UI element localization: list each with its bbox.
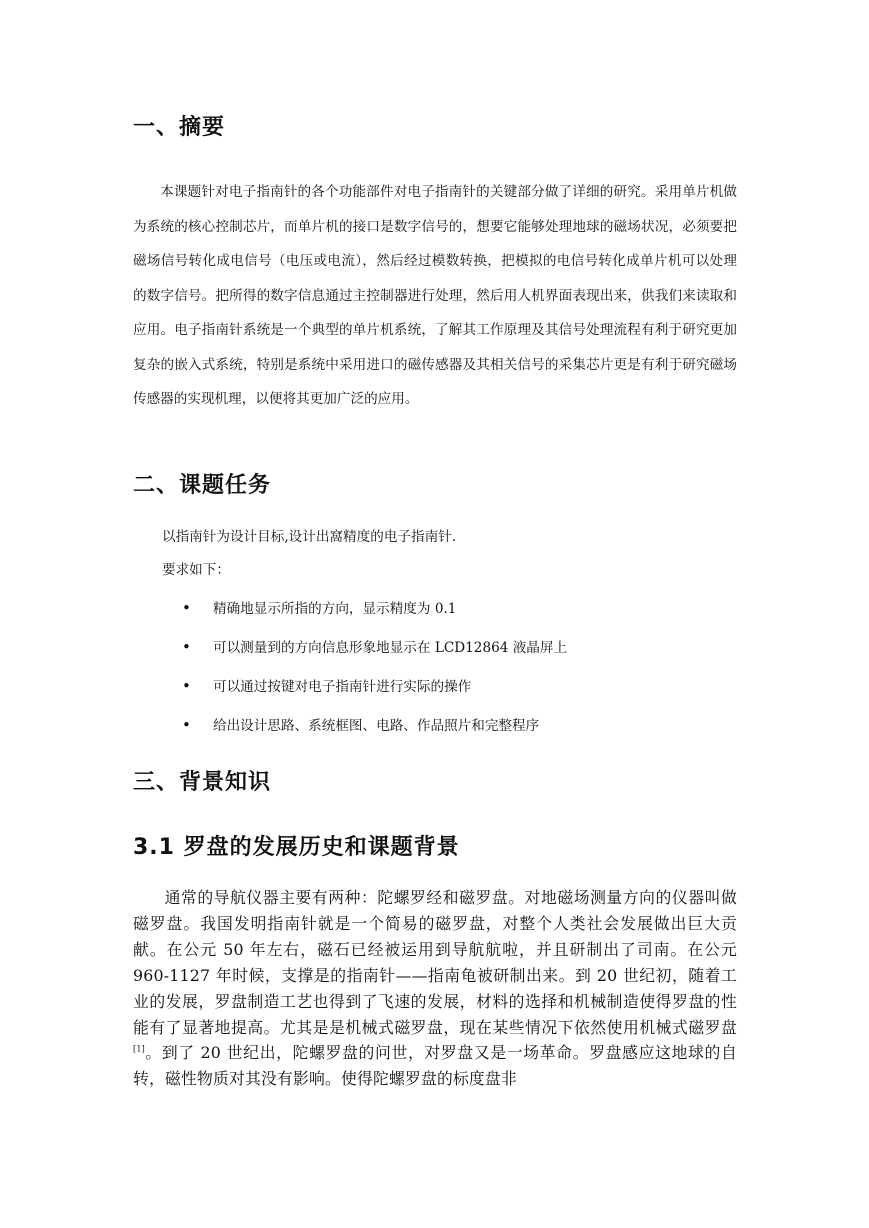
subsection-heading: 3.1 罗盘的发展历史和课题背景 [133, 835, 460, 860]
paragraph-text: 。到了 20 世纪出，陀螺罗盘的问世，对罗盘又是一场革命。罗盘感应这地球的自转，磁性物质对其没有影响。使得陀螺罗盘的标度盘非 [133, 1043, 737, 1089]
background-heading: 三、背景知识 [133, 770, 272, 795]
bullet-icon: • [182, 716, 191, 734]
list-item-text: 精确地显示所指的方向，显示精度为 0.1 [213, 601, 457, 617]
list-item-text: 给出设计思路、系统框图、电路、作品照片和完整程序 [213, 718, 540, 734]
requirements-label: 要求如下： [162, 562, 230, 578]
list-item [182, 637, 567, 658]
list-item [182, 715, 539, 736]
list-item-text: 可以通过按键对电子指南针进行实际的操作 [213, 679, 472, 695]
task-heading: 二、课题任务 [133, 473, 272, 498]
paragraph-text: 通常的导航仪器主要有两种：陀螺罗经和磁罗盘。对地磁场测量方向的仪器叫做磁罗盘。我国发明指南针就是一个简易的磁罗盘，对整个人类社会发展做出巨大贡献。在公元 50 年左右，磁石已经被运用到导航航啦，并且研制出了司南。在公元 960-1127 年时候，支撑是的指南针——指南龟被研制出来。到 20 世纪初，随着工业的发展，罗盘制造工艺也得到了飞速的发展，材料的选择和机械制造使得罗盘的性能有了显著地提高。尤其是是机械式磁罗盘，现在某些情况下依然使用机械式磁罗盘 [133, 888, 737, 1037]
bullet-icon: • [182, 638, 191, 656]
abstract-paragraph: 本课题针对电子指南针的各个功能部件对电子指南针的关键部分做了详细的研究。采用单片机做为系统的核心控制芯片，而单片机的接口是数字信号的，想要它能够处理地球的磁场状况，必须要把磁场信号转化成电信号（电压或电流），然后经过模数转换，把模拟的电信号转化成单片机可以处理的数字信号。把所得的数字信息通过主控制器进行处理，然后用人机界面表现出来，供我们来读取和应用。电子指南针系统是一个典型的单片机系统，了解其工作原理及其信号处理流程有利于研究更加复杂的嵌入式系统，特别是系统中采用进口的磁传感器及其相关信号的采集芯片更是有利于研究磁场传感器的实现机理，以便将其更加广泛的应用。 [133, 184, 737, 407]
abstract-heading: 一、摘要 [133, 115, 226, 140]
background-paragraph [133, 885, 737, 1092]
task-goal: 以指南针为设计目标,设计出窩精度的电子指南针. [162, 529, 457, 545]
list-item [182, 676, 471, 697]
list-item [182, 598, 456, 619]
bullet-icon: • [182, 599, 191, 617]
bullet-icon: • [182, 677, 191, 695]
citation-link[interactable]: [1] [133, 1045, 145, 1055]
list-item-text: 可以测量到的方向信息形象地显示在 LCD12864 液晶屏上 [213, 640, 568, 656]
